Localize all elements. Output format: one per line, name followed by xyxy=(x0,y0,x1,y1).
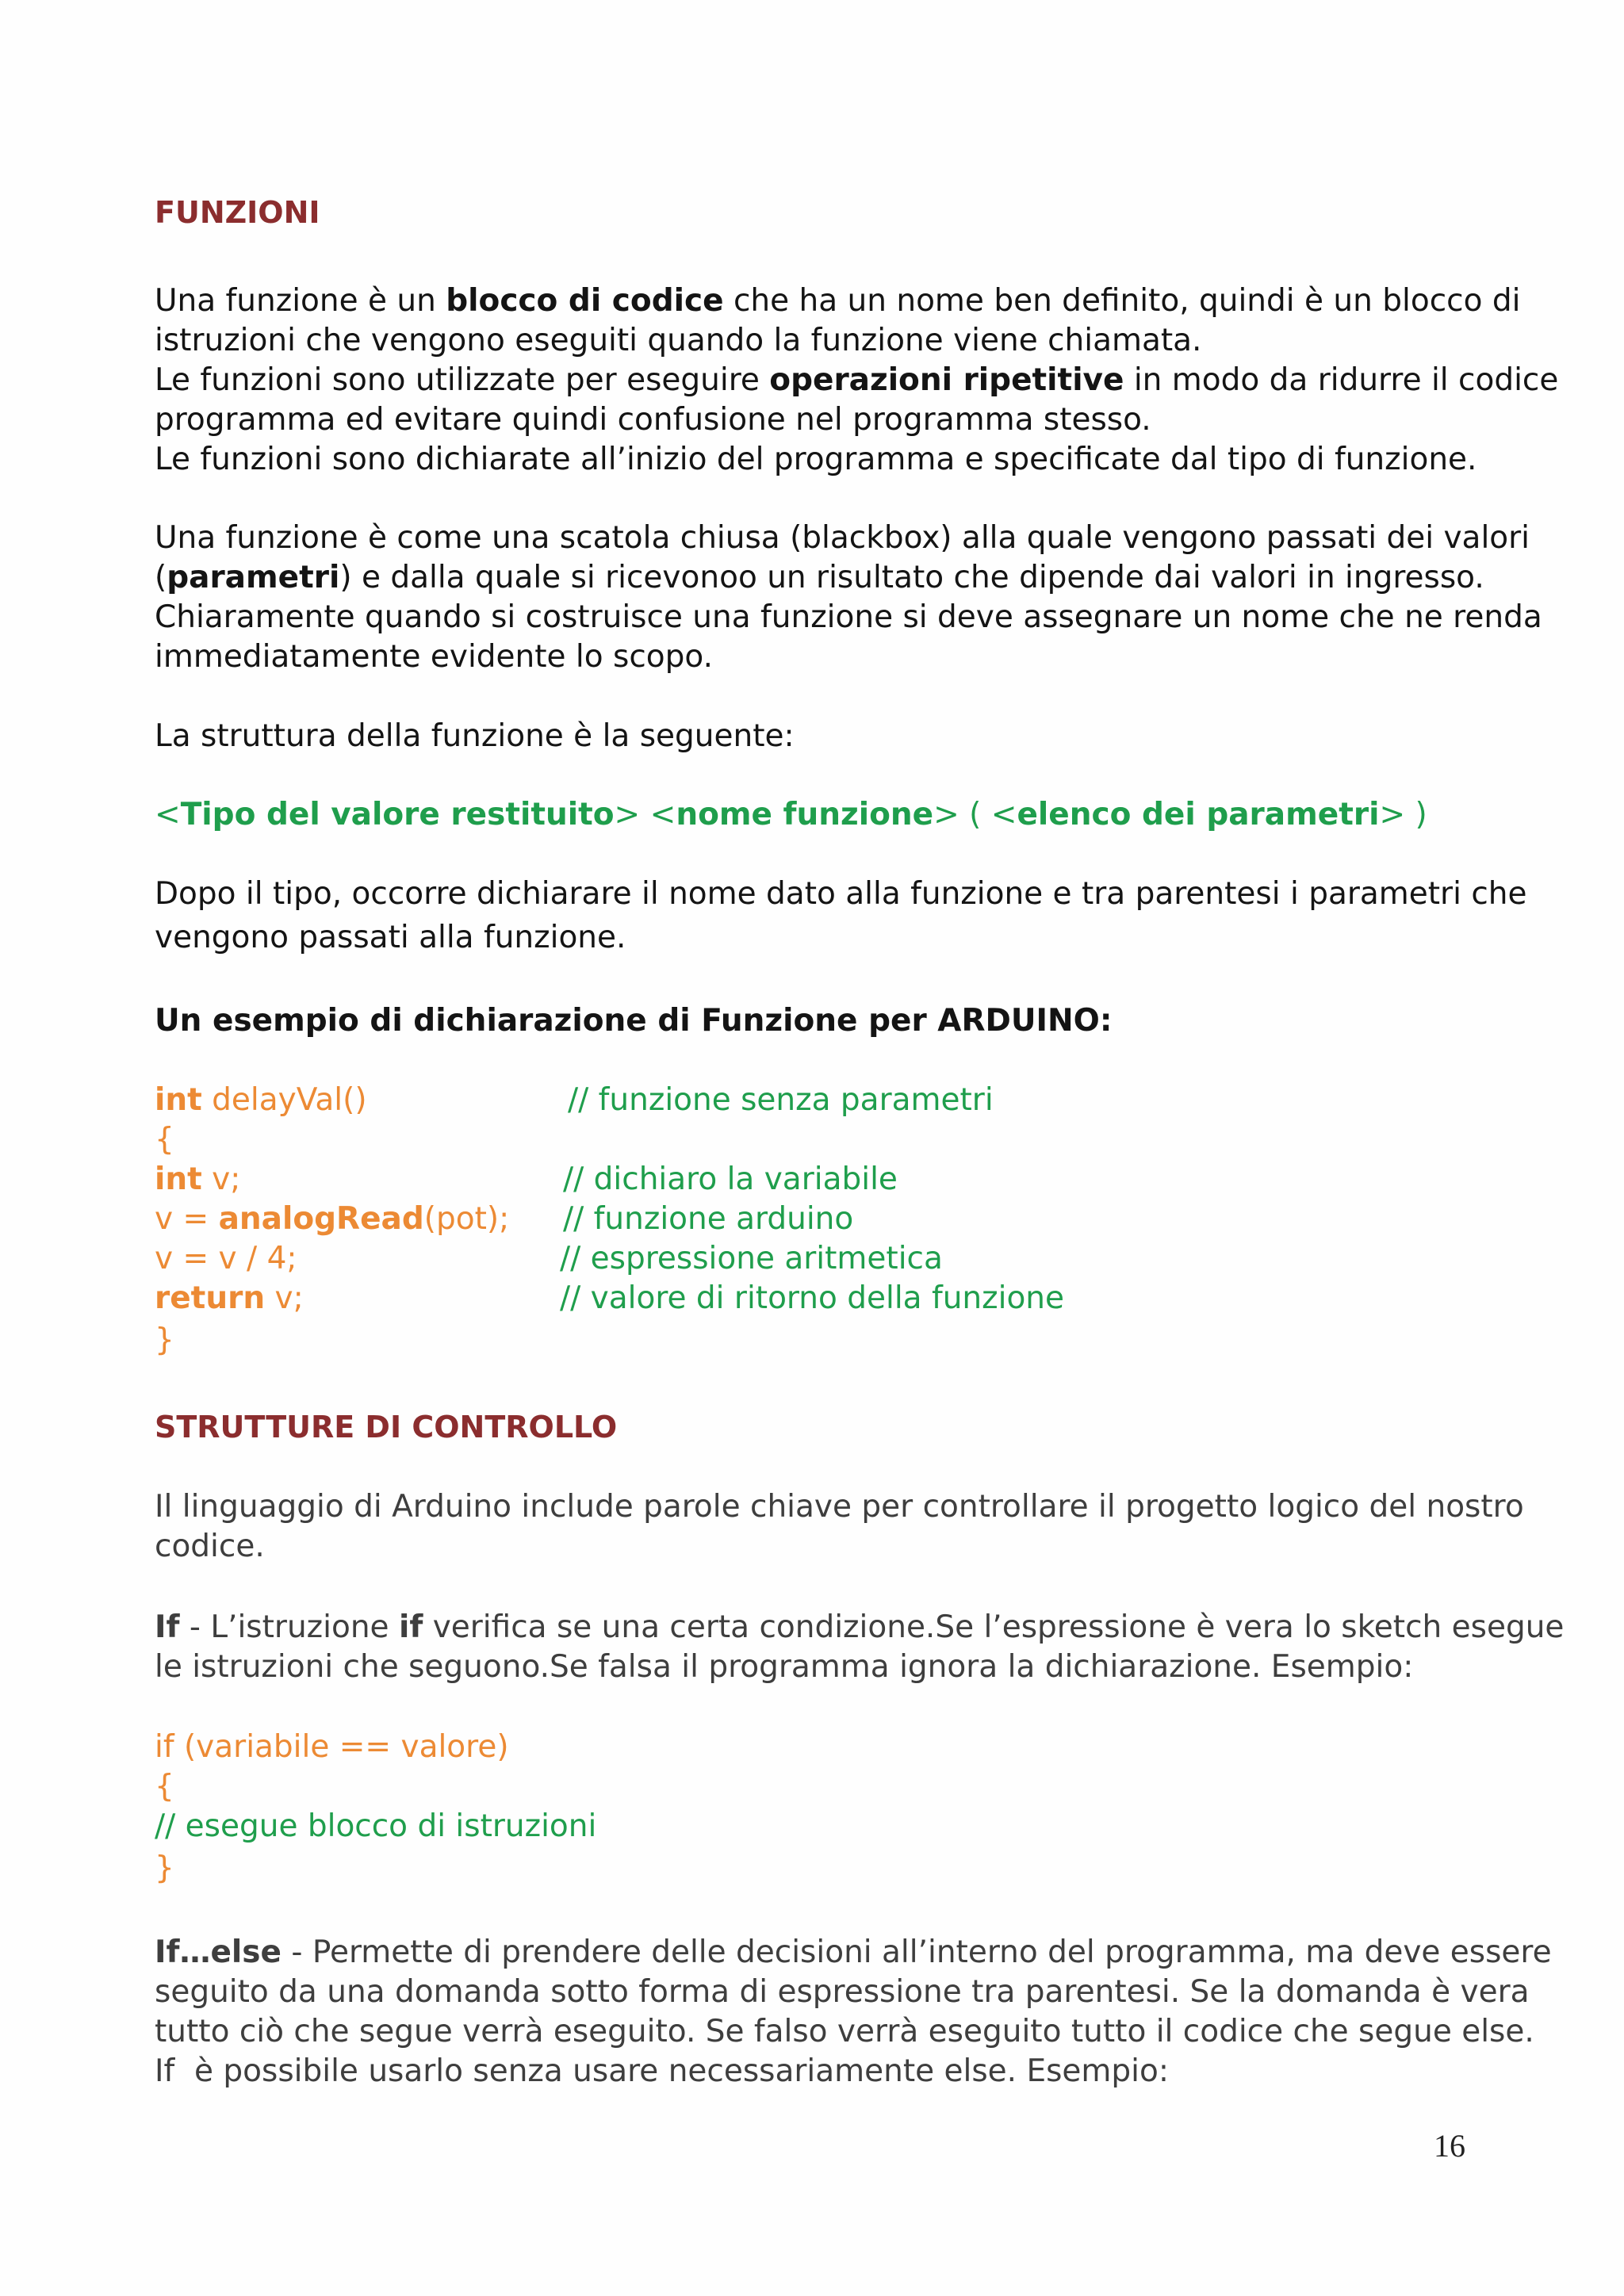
section-heading-controllo: STRUTTURE DI CONTROLLO xyxy=(155,1410,618,1445)
paragraph-line: vengono passati alla funzione. xyxy=(155,920,626,955)
code-line: { xyxy=(155,1122,174,1158)
paragraph-line: Chiaramente quando si costruisce una funzione si deve assegnare un nome che ne renda xyxy=(155,599,1542,635)
paragraph-line: tutto ciò che segue verrà eseguito. Se falso verrà eseguito tutto il codice che segue else. xyxy=(155,2014,1534,2049)
code-line: int delayVal() xyxy=(155,1082,367,1118)
code-line: int v; xyxy=(155,1161,241,1197)
code-line: } xyxy=(155,1850,174,1886)
paragraph-line: If è possibile usarlo senza usare necessariamente else. Esempio: xyxy=(155,2053,1170,2089)
code-line: } xyxy=(155,1322,174,1358)
code-line: { xyxy=(155,1769,174,1804)
function-syntax: <Tipo del valore restituito> <nome funzione> ( <elenco dei parametri> ) xyxy=(155,797,1427,832)
code-line: return v; xyxy=(155,1280,304,1316)
paragraph-line: (parametri) e dalla quale si ricevonoo un risultato che dipende dai valori in ingresso. xyxy=(155,560,1484,595)
paragraph-line: If - L’istruzione if verifica se una certa condizione.Se l’espressione è vera lo sketch esegue xyxy=(155,1609,1565,1645)
code-line: v = v / 4; xyxy=(155,1241,297,1276)
paragraph-line: Dopo il tipo, occorre dichiarare il nome dato alla funzione e tra parentesi i parametri che xyxy=(155,876,1527,912)
paragraph-line: If…else - Permette di prendere delle decisioni all’interno del programma, ma deve essere xyxy=(155,1934,1552,1970)
code-comment: // esegue blocco di istruzioni xyxy=(155,1808,597,1844)
page-number: 16 xyxy=(1434,2128,1465,2164)
paragraph-line: seguito da una domanda sotto forma di espressione tra parentesi. Se la domanda è vera xyxy=(155,1974,1530,2010)
paragraph-line: istruzioni che vengono eseguiti quando la funzione viene chiamata. xyxy=(155,323,1202,358)
paragraph-line: immediatamente evidente lo scopo. xyxy=(155,639,713,675)
paragraph-line: Le funzioni sono utilizzate per eseguire operazioni ripetitive in modo da ridurre il codice xyxy=(155,362,1559,398)
code-comment: // funzione arduino xyxy=(563,1201,854,1237)
paragraph-line: Le funzioni sono dichiarate all’inizio del programma e specificate dal tipo di funzione. xyxy=(155,442,1477,477)
paragraph-line: Il linguaggio di Arduino include parole chiave per controllare il progetto logico del nostro xyxy=(155,1489,1524,1525)
code-comment: // dichiaro la variabile xyxy=(563,1161,898,1197)
example-heading: Un esempio di dichiarazione di Funzione per ARDUINO: xyxy=(155,1003,1113,1039)
section-heading-funzioni: FUNZIONI xyxy=(155,195,320,230)
code-line: v = analogRead(pot); xyxy=(155,1201,510,1237)
paragraph-line: programma ed evitare quindi confusione nel programma stesso. xyxy=(155,402,1151,438)
code-comment: // espressione aritmetica xyxy=(560,1241,943,1276)
code-comment: // funzione senza parametri xyxy=(568,1082,994,1118)
code-comment: // valore di ritorno della funzione xyxy=(560,1280,1065,1316)
paragraph-line: codice. xyxy=(155,1529,265,1564)
code-line: if (variabile == valore) xyxy=(155,1729,509,1765)
paragraph-line: le istruzioni che seguono.Se falsa il programma ignora la dichiarazione. Esempio: xyxy=(155,1649,1414,1685)
paragraph-line: Una funzione è un blocco di codice che ha un nome ben definito, quindi è un blocco di xyxy=(155,283,1521,319)
paragraph-line: Una funzione è come una scatola chiusa (blackbox) alla quale vengono passati dei valori xyxy=(155,520,1530,556)
paragraph-line: La struttura della funzione è la seguente: xyxy=(155,718,795,754)
